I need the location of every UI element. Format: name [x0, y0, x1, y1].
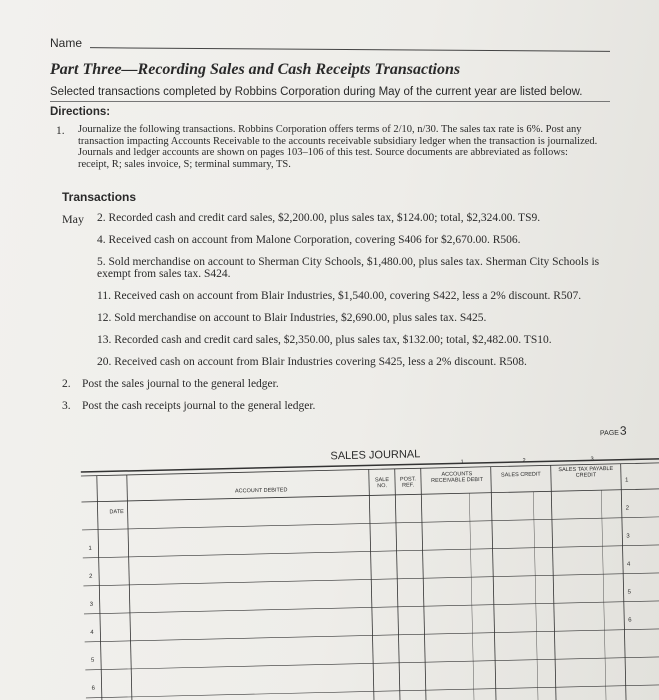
- name-label: Name: [50, 36, 83, 50]
- transaction-item: 11. Received cash on account from Blair Industries, $1,540.00, covering S422, less a 2% discount. R507.: [97, 290, 582, 302]
- divider: [50, 101, 610, 102]
- row-number: 2: [89, 573, 93, 580]
- sale-no-header: SALE NO.: [374, 477, 390, 490]
- directions-label: Directions:: [50, 106, 111, 118]
- part-title: Part Three—Recording Sales and Cash Receipts Transactions: [50, 61, 461, 78]
- transaction-item: 5. Sold merchandise on account to Sherman City Schools, $1,480.00, plus sales tax. Sherman City Schools is exempt from sales tax. S424.: [97, 256, 600, 280]
- task-text: Post the sales journal to the general ledger.: [82, 378, 279, 390]
- row-number: 3: [626, 533, 630, 540]
- row-number: 2: [625, 505, 630, 512]
- page-number: 3: [619, 423, 627, 438]
- row-number: 6: [628, 617, 632, 624]
- subtitle: Selected transactions completed by Robbins Corporation during May of the current year are listed below.: [50, 86, 583, 98]
- transaction-item: 20. Received cash on account from Blair Industries covering S425, less a 2% discount. R508.: [97, 356, 527, 368]
- task-text: Post the cash receipts journal to the general ledger.: [82, 400, 316, 412]
- name-line: [90, 47, 610, 52]
- date-header: DATE: [109, 509, 124, 516]
- task-number: 2.: [62, 378, 71, 390]
- transaction-item: 4. Received cash on account from Malone Corporation, covering S406 for $2,670.00. R506.: [97, 234, 521, 246]
- transaction-item: 2. Recorded cash and credit card sales, $2,200.00, plus sales tax, $124.00; total, $2,324.00. TS9.: [97, 212, 541, 224]
- account-header: ACCOUNT DEBITED: [234, 487, 288, 495]
- direction-text: Journalize the following transactions. Robbins Corporation offers terms of 2/10, n/30. The sales tax rate is 6%. Post any transaction impacting Accounts Receivable to the accounts receivable subsidiary ledger when the transaction is journalized. Journals and ledger accounts are shown on pages 103–106 of this test. Source documents are abbreviated as follows: receipt, R; sales invoice, S; terminal summary, TS.: [78, 124, 598, 170]
- column-number: 3: [590, 456, 594, 463]
- sales-tax-header: SALES TAX PAYABLE CREDIT: [558, 465, 614, 479]
- row-number: 6: [91, 685, 96, 692]
- sales-credit-header: SALES CREDIT: [500, 471, 541, 479]
- column-number: 2: [522, 457, 526, 464]
- row-number: 1: [88, 545, 92, 552]
- row-number: 5: [90, 657, 95, 664]
- sales-journal: [80, 423, 659, 700]
- page-label: PAGE: [599, 429, 620, 438]
- row-number: 4: [626, 561, 631, 568]
- task-number: 3.: [62, 400, 71, 412]
- row-number: 5: [627, 589, 632, 596]
- direction-number: 1.: [56, 125, 65, 137]
- transactions-heading: Transactions: [62, 190, 137, 204]
- column-number: 1: [460, 459, 464, 466]
- transaction-item: 13. Recorded cash and credit card sales, $2,350.00, plus sales tax, $132.00; total, $2,482.00. TS10.: [97, 334, 552, 346]
- month-label: May: [62, 212, 84, 226]
- row-number: 3: [89, 601, 94, 608]
- transaction-item: 12. Sold merchandise on account to Blair Industries, $2,690.00, plus sales tax. S425.: [97, 312, 487, 324]
- row-number: 1: [624, 477, 629, 484]
- row-number: 4: [90, 629, 94, 636]
- accounts-receivable-header: ACCOUNTS RECEIVABLE DEBIT: [431, 471, 483, 485]
- journal-title: SALES JOURNAL: [330, 448, 421, 463]
- post-ref-header: POST. REF.: [399, 476, 417, 489]
